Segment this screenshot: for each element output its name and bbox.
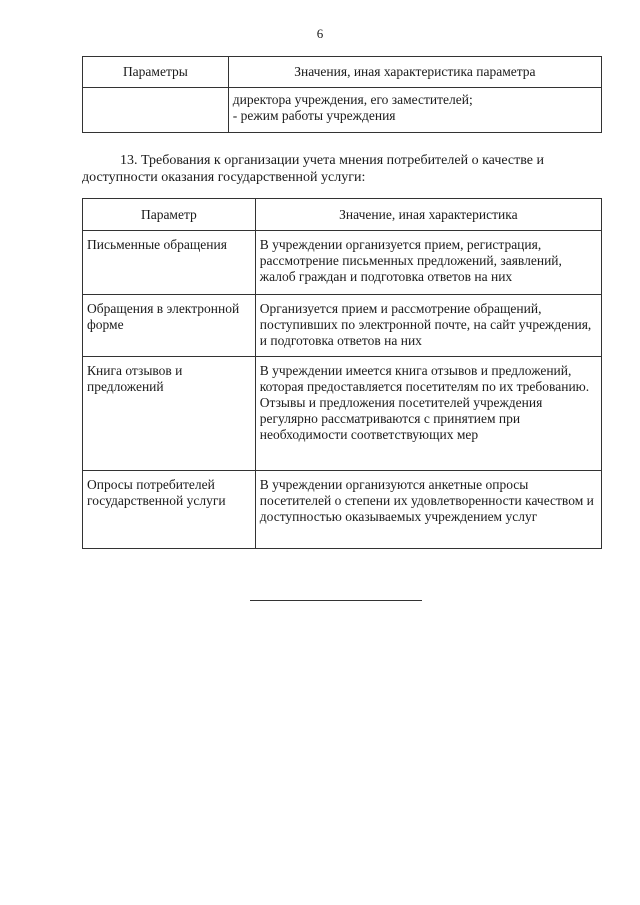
parameter-cell: Письменные обращения xyxy=(83,231,256,295)
table-row xyxy=(83,471,602,549)
parameter-cell: Опросы потребителей государственной услуги xyxy=(83,471,256,549)
value-line: директора учреждения, его заместителей; xyxy=(232,92,473,107)
parameter-cell: Обращения в электронной форме xyxy=(83,295,256,357)
value-paragraph: В учреждении имеется книга отзывов и предложений, которая предоставляется посетителям по их требованию. xyxy=(259,363,590,394)
column-header-values: Значения, иная характеристика параметра xyxy=(228,57,601,88)
closing-underline xyxy=(250,600,422,601)
table-row xyxy=(83,88,602,133)
parameter-cell xyxy=(83,88,229,133)
table-row xyxy=(83,231,602,295)
column-header-parameter: Параметр xyxy=(83,199,256,231)
parameters-table-continued xyxy=(82,56,602,133)
value-cell xyxy=(228,88,601,133)
value-cell: Организуется прием и рассмотрение обращений, поступивших по электронной почте, на сайт учреждения, и подготовка ответов на них xyxy=(255,295,601,357)
value-paragraph: Отзывы и предложения посетителей учреждения регулярно рассматриваются с принятием при необходимости соответствующих мер xyxy=(259,395,543,442)
parameter-cell: Книга отзывов и предложений xyxy=(83,357,256,471)
table-header-row xyxy=(83,57,602,88)
feedback-requirements-table xyxy=(82,198,602,549)
table-row xyxy=(83,357,602,471)
column-header-value: Значение, иная характеристика xyxy=(255,199,601,231)
table-header-row xyxy=(83,199,602,231)
page-number: 6 xyxy=(316,26,324,41)
value-cell: В учреждении организуется прием, регистрация, рассмотрение письменных предложений, заявлений, жалоб граждан и подготовка ответов на них xyxy=(255,231,601,295)
table-row xyxy=(83,295,602,357)
column-header-parameters: Параметры xyxy=(83,57,229,88)
value-cell: В учреждении организуются анкетные опросы посетителей о степени их удовлетворенности качеством и доступностью оказываемых учреждением услуг xyxy=(255,471,601,549)
section-heading: 13. Требования к организации учета мнения потребителей о качестве и доступности оказания государственной услуги: xyxy=(82,153,544,185)
value-cell xyxy=(255,357,601,471)
value-line: - режим работы учреждения xyxy=(232,108,396,123)
